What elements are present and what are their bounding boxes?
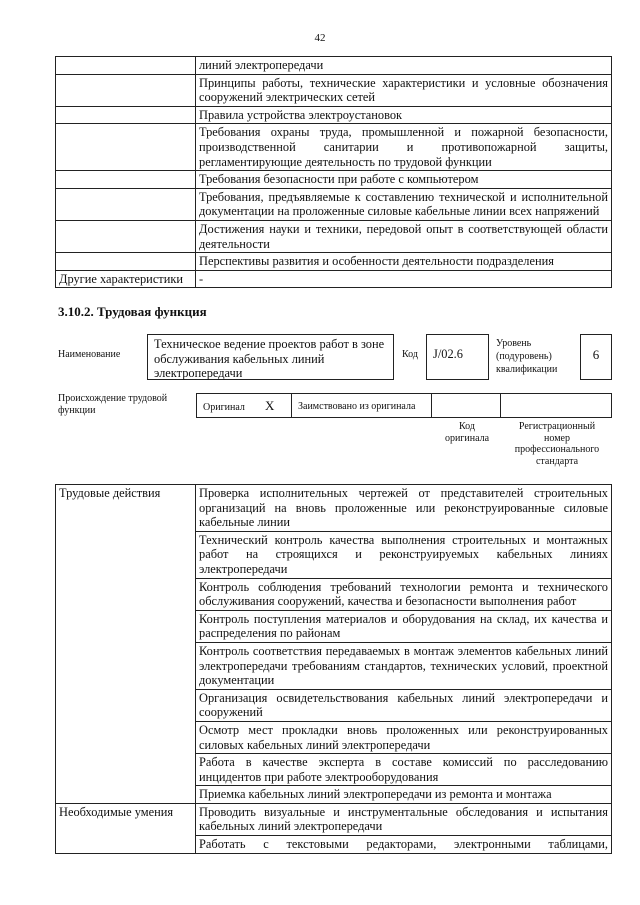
action-item: Осмотр мест прокладки вновь проложенных или реконструированных силовых кабельных линий электропередачи [196,721,612,753]
empty-cell [56,57,196,75]
empty-cell [56,74,196,106]
empty-cell [56,171,196,189]
original-mark: X [265,398,275,413]
knowledge-item: Принципы работы, технические характеристики и условные обозначения сооружений электрических сетей [196,74,612,106]
other-characteristics-label: Другие характеристики [56,270,196,288]
original-code-box [431,393,501,418]
knowledge-item: Требования охраны труда, промышленной и пожарной безопасности, производственной санитарии и противопожарной защиты, регламентирующие деятельность по трудовой функции [196,124,612,171]
section-heading: 3.10.2. Трудовая функция [58,304,207,319]
knowledge-item: Правила устройства электроустановок [196,106,612,124]
empty-cell [56,253,196,271]
empty-cell [56,220,196,252]
level-value: 6 [580,334,612,380]
code-label: Код [402,349,418,360]
action-item: Контроль поступления материалов и оборудования на склад, их качества и распределения по районам [196,610,612,642]
action-item: Контроль соответствия передаваемых в монтаж элементов кабельных линий электропередачи требованиям стандартов, технических условий, проектной документации [196,642,612,689]
empty-cell [56,188,196,220]
code-value: J/02.6 [426,334,489,380]
borrowed-label: Заимствовано из оригинала [298,401,416,412]
knowledge-item: Требования, предъявляемые к составлению технической и исполнительной документации на проложенные силовые кабельные линии всех напряжений [196,188,612,220]
knowledge-item: Требования безопасности при работе с компьютером [196,171,612,189]
original-box [196,393,292,418]
action-item: Работа в качестве эксперта в составе комиссий по расследованию инцидентов при работе электрооборудования [196,754,612,786]
name-label: Наименование [58,349,121,360]
action-item: Приемка кабельных линий электропередачи из ремонта и монтажа [196,786,612,804]
actions-table [55,484,612,854]
level-label: Уровень (подуровень) квалификации [496,338,558,375]
skill-item: Проводить визуальные и инструментальные обследования и испытания кабельных линий электропередачи [196,803,612,835]
skill-item: Работать с текстовыми редакторами, электронными таблицами, [196,836,612,854]
knowledge-item: Перспективы развития и особенности деятельности подразделения [196,253,612,271]
action-item: Проверка исполнительных чертежей от представителей строительных организаций на вновь проложенные или реконструированные силовые кабельные линии [196,485,612,532]
original-label: Оригинал [203,402,245,413]
other-characteristics-value: - [196,270,612,288]
action-item: Контроль соблюдения требований технологии ремонта и технического обслуживания сооружений, качества и безопасности выполнения работ [196,578,612,610]
knowledge-item: линий электропередачи [196,57,612,75]
empty-cell [56,106,196,124]
borrowed-box [291,393,432,418]
origin-label: Происхождение трудовой функции [58,393,168,416]
actions-label: Трудовые действия [56,485,196,804]
page-number: 42 [314,32,326,44]
reg-number-box [500,393,612,418]
code-caption: Код оригинала [444,421,490,444]
skills-label: Необходимые умения [56,803,196,853]
reg-caption: Регистрационный номер профессионального стандарта [514,421,600,467]
function-name: Техническое ведение проектов работ в зоне обслуживания кабельных линий электропередачи [147,334,394,380]
action-item: Организация освидетельствования кабельных линий электропередачи и сооружений [196,689,612,721]
empty-cell [56,124,196,171]
knowledge-item: Достижения науки и техники, передовой опыт в соответствующей области деятельности [196,220,612,252]
knowledge-table [55,56,612,288]
action-item: Технический контроль качества выполнения строительных и монтажных работ на строящихся и реконструируемых кабельных линиях электропередачи [196,531,612,578]
